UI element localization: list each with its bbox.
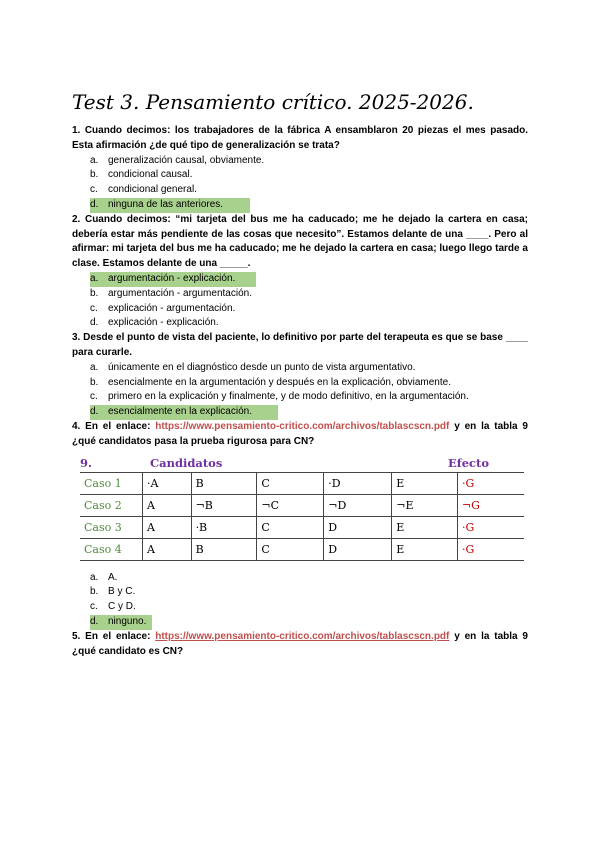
document-page	[72, 90, 528, 659]
question-4-options	[72, 571, 528, 630]
candidate-cell: ¬B	[191, 494, 257, 516]
question-3-options	[72, 361, 528, 420]
table-row	[80, 538, 524, 560]
effect-cell: ·G	[457, 538, 524, 560]
question-2-options	[72, 272, 528, 331]
option-3c[interactable]: c. primero en la explicación y finalmente, y de modo definitivo, en la argumentación.	[90, 391, 469, 403]
option-2a-highlighted[interactable]: a. argumentación - explicación.	[90, 272, 256, 287]
question-5: 5. En el enlace: https://www.pensamiento-critico.com/archivos/tablascscn.pdf y en la tabla 9 ¿qué candidato es CN?	[72, 630, 528, 657]
pdf-link-q4[interactable]: https://www.pensamiento-critico.com/archivos/tablascscn.pdf	[155, 420, 450, 432]
candidate-cell: A	[143, 538, 192, 560]
candidate-cell: B	[191, 472, 257, 494]
candidate-cell: E	[392, 516, 458, 538]
option-1a[interactable]: a. generalización causal, obviamente.	[90, 154, 265, 166]
document-title: Test 3. Pensamiento crítico. 2025-2026.	[72, 90, 474, 114]
candidate-cell: ·D	[324, 472, 392, 494]
case-cell: Caso 2	[80, 494, 143, 516]
option-4a[interactable]: a. A.	[90, 571, 118, 583]
table-row	[80, 472, 524, 494]
effect-cell: ·G	[457, 472, 524, 494]
candidates-label: Candidatos	[150, 455, 223, 470]
case-cell: Caso 4	[80, 538, 143, 560]
candidate-cell: ¬D	[324, 494, 392, 516]
pdf-link-q5[interactable]: https://www.pensamiento-critico.com/archivos/tablascscn.pdf	[155, 630, 450, 642]
table-9-header	[80, 456, 528, 472]
candidate-cell: C	[257, 516, 324, 538]
option-4d-highlighted[interactable]: d. ninguno.	[90, 615, 152, 630]
candidate-cell: D	[324, 538, 392, 560]
option-4b[interactable]: b. B y C.	[90, 586, 136, 598]
option-2d[interactable]: d. explicación - explicación.	[90, 317, 219, 329]
candidate-cell: A	[143, 494, 192, 516]
question-1: 1. Cuando decimos: los trabajadores de la fábrica A ensamblaron 20 piezas el mes pasado. Esta afirmación ¿de qué tipo de generalización se trata?	[72, 125, 528, 151]
option-4c[interactable]: c. C y D.	[90, 601, 136, 613]
candidate-cell: A	[143, 516, 192, 538]
cases-table	[80, 472, 524, 561]
candidate-cell: D	[324, 516, 392, 538]
effect-cell: ·G	[457, 516, 524, 538]
table-number: 9.	[80, 455, 93, 470]
candidate-cell: C	[257, 472, 324, 494]
option-1d-highlighted[interactable]: d. ninguna de las anteriores.	[90, 198, 250, 213]
question-2: 2. Cuando decimos: “mi tarjeta del bus me ha caducado; me he dejado la cartera en casa; debería estar más pendiente de las cosas que necesito”. Estamos delante de una ____. Pero al afirmar: mi tarjeta del bus me ha caducado; me he dejado la cartera en casa; luego llego tarde a clase. Estamos delante de una _____.	[72, 213, 528, 270]
candidate-cell: ¬E	[392, 494, 458, 516]
candidate-cell: C	[257, 538, 324, 560]
candidate-cell: ·A	[143, 472, 192, 494]
candidate-cell: ¬C	[257, 494, 324, 516]
effect-label: Efecto	[448, 455, 490, 470]
option-2b[interactable]: b. argumentación - argumentación.	[90, 287, 252, 299]
option-1b[interactable]: b. condicional causal.	[90, 169, 193, 181]
option-3b[interactable]: b. esencialmente en la argumentación y después en la explicación, obviamente.	[90, 376, 451, 388]
question-3: 3. Desde el punto de vista del paciente, lo definitivo por parte del terapeuta es que se base ____ para curarle.	[72, 332, 528, 358]
table-row	[80, 516, 524, 538]
question-1-options	[72, 154, 528, 213]
candidate-cell: B	[191, 538, 257, 560]
option-3a[interactable]: a. únicamente en el diagnóstico desde un punto de vista argumentativo.	[90, 361, 416, 373]
candidate-cell: ·B	[191, 516, 257, 538]
option-3d-highlighted[interactable]: d. esencialmente en la explicación.	[90, 405, 278, 420]
case-cell: Caso 3	[80, 516, 143, 538]
option-2c[interactable]: c. explicación - argumentación.	[90, 302, 236, 314]
case-cell: Caso 1	[80, 472, 143, 494]
table-row	[80, 494, 524, 516]
table-9	[80, 456, 528, 561]
question-4: 4. En el enlace: https://www.pensamiento-critico.com/archivos/tablascscn.pdf y en la tabla 9 ¿qué candidatos pasa la prueba rigurosa para CN?	[72, 420, 528, 447]
candidate-cell: E	[392, 538, 458, 560]
option-1c[interactable]: c. condicional general.	[90, 184, 197, 196]
candidate-cell: E	[392, 472, 458, 494]
effect-cell: ¬G	[457, 494, 524, 516]
